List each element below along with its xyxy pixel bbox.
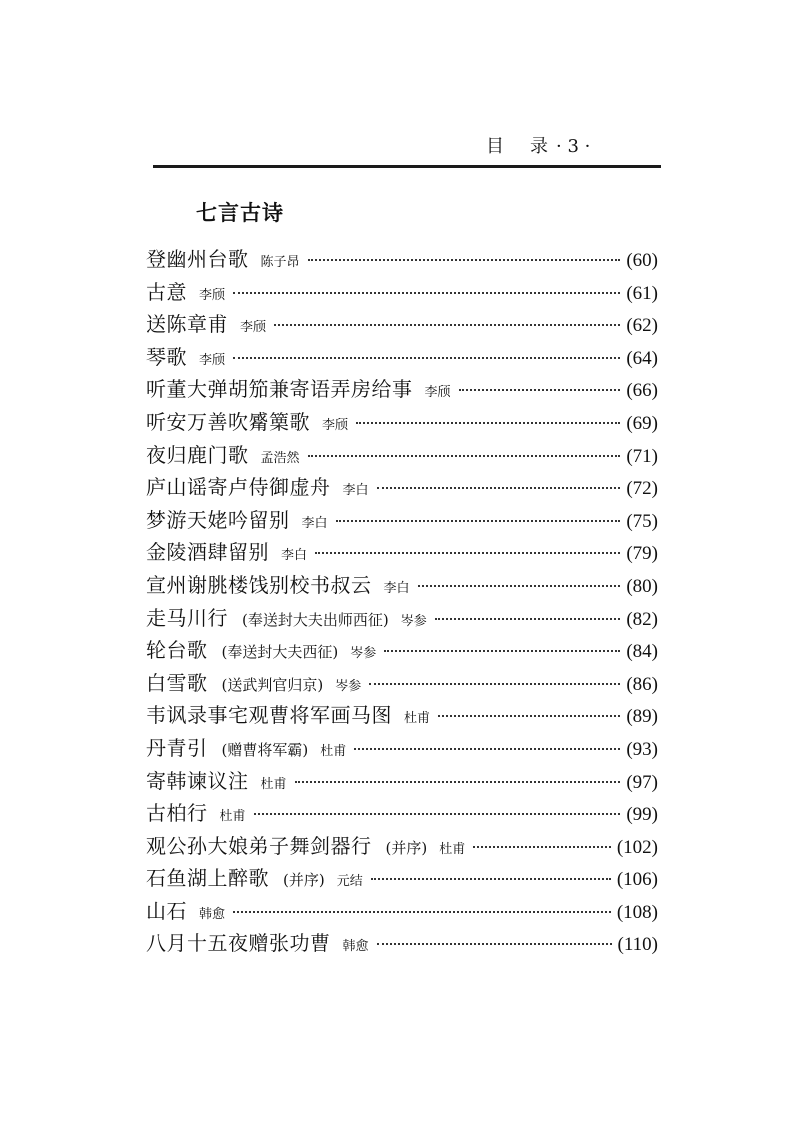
- toc-entry-title: 送陈章甫: [146, 312, 228, 337]
- toc-entry-dot-leader: [356, 422, 620, 424]
- toc-entry-title: 八月十五夜赠张功曹: [146, 931, 331, 956]
- toc-entry: [146, 341, 658, 374]
- toc-entry-author: 岑参: [400, 613, 427, 629]
- toc-entry-page-number: (64): [626, 347, 658, 369]
- toc-entry-author: 李颀: [199, 287, 226, 303]
- toc-entry-dot-leader: [354, 748, 620, 750]
- toc-entry-page-number: (61): [626, 282, 658, 304]
- toc-entry-page-number: (80): [626, 575, 658, 597]
- toc-entry-author: 元结: [336, 874, 363, 890]
- toc-entry-page-number: (62): [626, 315, 658, 337]
- toc-entry: [146, 797, 658, 830]
- toc-entry-page-number: (99): [626, 804, 658, 826]
- toc-entry: [146, 504, 658, 537]
- toc-entry-author: 杜甫: [320, 743, 347, 759]
- toc-entry: [146, 667, 658, 700]
- toc-entry-note: (并序): [283, 871, 325, 890]
- toc-entry: [146, 862, 658, 895]
- toc-entry-dot-leader: [336, 520, 621, 522]
- toc-entry-title: 登幽州台歌: [146, 247, 249, 271]
- toc-entry-dot-leader: [371, 878, 611, 880]
- toc-entry: [146, 439, 658, 472]
- toc-entry-page-number: (106): [616, 869, 658, 891]
- toc-entry: [146, 276, 658, 309]
- toc-entry: [146, 406, 658, 439]
- toc-entry-title: 宣州谢朓楼饯别校书叔云: [146, 572, 372, 597]
- toc-entry-page-number: (84): [626, 641, 658, 663]
- toc-entry-author: 陈子昂: [260, 255, 300, 270]
- toc-entry-author: 李颀: [199, 352, 226, 368]
- toc-entry-dot-leader: [438, 715, 620, 717]
- toc-entry-note: (奉送封大夫出师西征): [242, 610, 389, 629]
- toc-entry-note: (并序): [385, 838, 428, 857]
- toc-entry-page-number: (75): [626, 510, 658, 532]
- toc-entry: [146, 308, 658, 341]
- toc-entry-dot-leader: [377, 487, 621, 489]
- toc-entry-note: (送武判官归京): [221, 675, 324, 694]
- toc-entry-title: 走马川行: [146, 605, 228, 630]
- toc-entry: [146, 373, 658, 406]
- toc-entry-page-number: (93): [626, 738, 658, 760]
- toc-entry-dot-leader: [274, 324, 620, 326]
- toc-entry-title: 夜归鹿门歌: [146, 442, 249, 467]
- toc-entry-note: (奉送封大夫西征): [221, 643, 339, 662]
- toc-entry-page-number: (110): [617, 934, 658, 956]
- toc-entry-author: 杜甫: [404, 711, 431, 727]
- toc-entry: [146, 895, 658, 928]
- toc-entry: [146, 602, 658, 635]
- toc-entry: [146, 732, 658, 765]
- toc-entry-title: 石鱼湖上醉歌: [146, 866, 269, 891]
- toc-entry: [146, 243, 658, 276]
- toc-entry-page-number: (60): [626, 250, 658, 271]
- toc-entry-title: 白雪歌: [146, 670, 208, 695]
- toc-entry-author: 孟浩然: [260, 450, 300, 466]
- toc-entry-author: 李白: [281, 548, 308, 564]
- toc-entry-dot-leader: [233, 911, 611, 913]
- toc-entry-dot-leader: [315, 552, 620, 554]
- section-title: 七言古诗: [196, 201, 284, 225]
- running-head-word-lu: 录: [530, 136, 548, 157]
- toc-entry-note: (赠曹将军霸): [221, 740, 309, 759]
- running-head: [486, 132, 590, 158]
- toc-entry-dot-leader: [233, 357, 620, 359]
- toc-entry-author: 李白: [383, 580, 410, 596]
- running-head-word-mu: 目: [486, 136, 504, 157]
- toc-entry-author: 李白: [301, 515, 328, 531]
- toc-entry: [146, 830, 658, 863]
- toc-entry-author: 李颀: [424, 385, 451, 401]
- toc-entry-author: 岑参: [350, 646, 377, 662]
- toc-entry-author: 杜甫: [439, 841, 466, 857]
- toc-entry-title: 山石: [146, 898, 187, 923]
- toc-entry-title: 寄韩谏议注: [146, 768, 249, 793]
- toc-entry-page-number: (66): [626, 380, 658, 402]
- toc-entry: [146, 927, 658, 960]
- toc-entry-title: 古意: [146, 279, 187, 304]
- toc-entry-dot-leader: [435, 618, 621, 620]
- table-of-contents: [146, 243, 658, 960]
- toc-entry-page-number: (79): [626, 543, 658, 565]
- toc-entry-title: 观公孙大娘弟子舞剑器行: [146, 833, 372, 858]
- toc-entry-author: 李颀: [240, 320, 267, 336]
- toc-entry-dot-leader: [473, 846, 611, 848]
- toc-entry-page-number: (97): [626, 771, 658, 793]
- toc-entry-page-number: (82): [626, 608, 658, 630]
- toc-entry-dot-leader: [384, 650, 620, 652]
- toc-entry-dot-leader: [459, 389, 621, 391]
- toc-entry-title: 听安万善吹觱篥歌: [146, 409, 310, 434]
- toc-entry-title: 庐山谣寄卢侍御虚舟: [146, 475, 331, 500]
- toc-entry-author: 李颀: [322, 417, 349, 433]
- toc-entry-title: 韦讽录事宅观曹将军画马图: [146, 703, 392, 728]
- toc-entry-page-number: (86): [626, 673, 658, 695]
- toc-entry-page-number: (89): [626, 706, 658, 728]
- toc-entry-dot-leader: [308, 455, 621, 457]
- toc-entry-dot-leader: [369, 683, 620, 685]
- toc-entry-author: 杜甫: [219, 809, 246, 825]
- toc-entry-author: 杜甫: [260, 776, 287, 792]
- toc-entry-title: 轮台歌: [146, 638, 208, 663]
- toc-entry-dot-leader: [377, 943, 612, 945]
- header-rule: [153, 165, 661, 168]
- toc-entry-dot-leader: [254, 813, 621, 815]
- toc-entry-author: 岑参: [335, 678, 362, 694]
- toc-entry-page-number: (108): [616, 901, 658, 923]
- toc-entry-dot-leader: [295, 781, 621, 783]
- toc-entry: [146, 699, 658, 732]
- toc-entry-dot-leader: [308, 259, 621, 261]
- toc-entry-title: 梦游天姥吟留别: [146, 507, 290, 532]
- running-head-page-number: · 3 ·: [556, 136, 591, 157]
- toc-entry: [146, 765, 658, 798]
- toc-entry-page-number: (71): [626, 445, 658, 467]
- toc-entry: [146, 634, 658, 667]
- toc-entry-dot-leader: [418, 585, 621, 587]
- toc-entry: [146, 471, 658, 504]
- toc-entry-title: 琴歌: [146, 344, 187, 369]
- toc-entry-author: 李白: [342, 483, 369, 499]
- toc-entry-page-number: (72): [626, 478, 658, 500]
- toc-entry-title: 金陵酒肆留别: [146, 540, 269, 565]
- toc-entry-title: 古柏行: [146, 801, 208, 826]
- toc-entry-title: 听董大弹胡笳兼寄语弄房给事: [146, 377, 413, 402]
- toc-entry: [146, 569, 658, 602]
- toc-entry-author: 韩愈: [342, 939, 369, 955]
- toc-entry-author: 韩愈: [199, 906, 226, 922]
- toc-entry-page-number: (102): [616, 836, 658, 858]
- toc-entry-page-number: (69): [626, 412, 658, 434]
- toc-entry: [146, 536, 658, 569]
- toc-entry-title: 丹青引: [146, 735, 208, 760]
- toc-entry-dot-leader: [233, 292, 620, 294]
